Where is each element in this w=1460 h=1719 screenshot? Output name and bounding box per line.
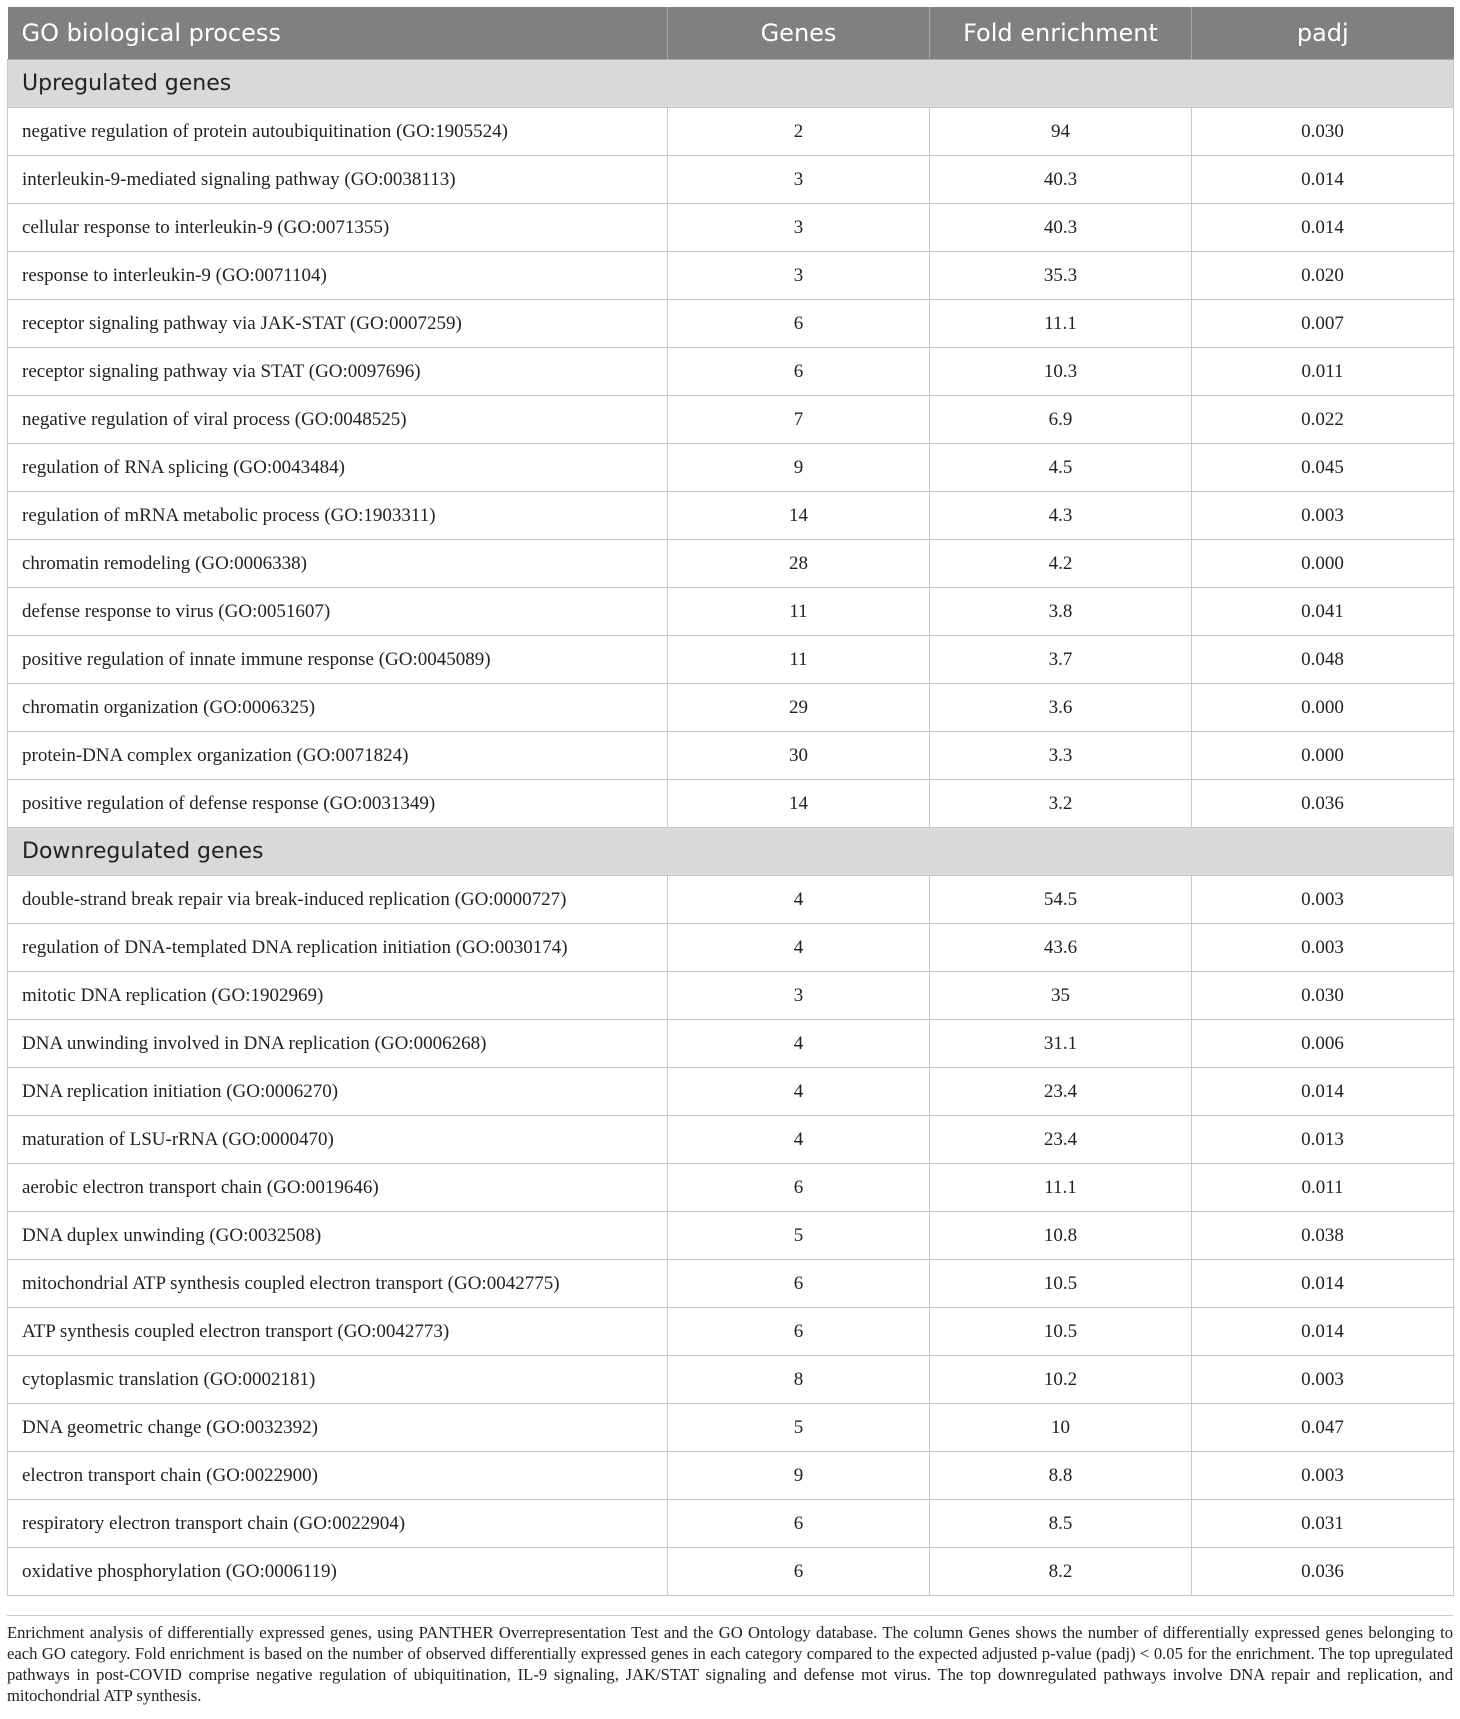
cell-go-process: cytoplasmic translation (GO:0002181) (8, 1356, 668, 1404)
table-row (8, 540, 1454, 588)
cell-fold-enrichment: 54.5 (930, 876, 1192, 924)
cell-padj: 0.003 (1192, 1356, 1454, 1404)
cell-padj: 0.013 (1192, 1116, 1454, 1164)
cell-genes: 6 (668, 1548, 930, 1596)
cell-padj: 0.003 (1192, 1452, 1454, 1500)
cell-go-process: DNA duplex unwinding (GO:0032508) (8, 1212, 668, 1260)
header-fold-enrichment: Fold enrichment (930, 7, 1192, 60)
cell-go-process: DNA geometric change (GO:0032392) (8, 1404, 668, 1452)
cell-padj: 0.022 (1192, 396, 1454, 444)
cell-genes: 8 (668, 1356, 930, 1404)
table-row (8, 1020, 1454, 1068)
cell-go-process: double-strand break repair via break-induced replication (GO:0000727) (8, 876, 668, 924)
cell-genes: 11 (668, 588, 930, 636)
cell-genes: 6 (668, 1164, 930, 1212)
cell-padj: 0.036 (1192, 1548, 1454, 1596)
cell-go-process: DNA replication initiation (GO:0006270) (8, 1068, 668, 1116)
table-row (8, 156, 1454, 204)
cell-go-process: mitotic DNA replication (GO:1902969) (8, 972, 668, 1020)
cell-go-process: mitochondrial ATP synthesis coupled electron transport (GO:0042775) (8, 1260, 668, 1308)
cell-fold-enrichment: 10 (930, 1404, 1192, 1452)
table-row (8, 780, 1454, 828)
cell-fold-enrichment: 10.5 (930, 1260, 1192, 1308)
table-row (8, 1452, 1454, 1500)
cell-go-process: respiratory electron transport chain (GO:0022904) (8, 1500, 668, 1548)
cell-go-process: oxidative phosphorylation (GO:0006119) (8, 1548, 668, 1596)
section-header-row (8, 60, 1454, 108)
cell-go-process: receptor signaling pathway via STAT (GO:0097696) (8, 348, 668, 396)
table-row (8, 1260, 1454, 1308)
cell-go-process: defense response to virus (GO:0051607) (8, 588, 668, 636)
table-row (8, 1116, 1454, 1164)
cell-genes: 6 (668, 1308, 930, 1356)
cell-fold-enrichment: 35.3 (930, 252, 1192, 300)
cell-fold-enrichment: 8.8 (930, 1452, 1192, 1500)
cell-padj: 0.041 (1192, 588, 1454, 636)
cell-padj: 0.038 (1192, 1212, 1454, 1260)
cell-go-process: negative regulation of protein autoubiquitination (GO:1905524) (8, 108, 668, 156)
table-row (8, 1356, 1454, 1404)
cell-genes: 11 (668, 636, 930, 684)
cell-genes: 5 (668, 1212, 930, 1260)
cell-go-process: positive regulation of innate immune response (GO:0045089) (8, 636, 668, 684)
table-footnote: Enrichment analysis of differentially expressed genes, using PANTHER Overrepresentation Test and the GO Ontology database. The column Genes shows the number of differentially expressed genes belonging to each GO category. Fold enrichment is based on the number of observed differentially expressed genes in each category compared to the expected adjusted p-value (padj) < 0.05 for the enrichment. The top upregulated pathways in post-COVID comprise negative regulation of ubiquitination, IL-9 signaling, JAK/STAT signaling and defense mot virus. The top downregulated pathways involve DNA repair and replication, and mitochondrial ATP synthesis. (7, 1615, 1453, 1706)
cell-genes: 6 (668, 300, 930, 348)
cell-fold-enrichment: 94 (930, 108, 1192, 156)
cell-go-process: ATP synthesis coupled electron transport (GO:0042773) (8, 1308, 668, 1356)
cell-genes: 5 (668, 1404, 930, 1452)
cell-fold-enrichment: 23.4 (930, 1116, 1192, 1164)
table-row (8, 876, 1454, 924)
cell-padj: 0.000 (1192, 732, 1454, 780)
cell-padj: 0.030 (1192, 108, 1454, 156)
header-row (8, 7, 1454, 60)
cell-genes: 2 (668, 108, 930, 156)
cell-padj: 0.007 (1192, 300, 1454, 348)
cell-padj: 0.014 (1192, 1068, 1454, 1116)
cell-padj: 0.000 (1192, 540, 1454, 588)
section-title: Downregulated genes (8, 828, 1454, 876)
cell-padj: 0.030 (1192, 972, 1454, 1020)
table-row (8, 396, 1454, 444)
cell-genes: 3 (668, 972, 930, 1020)
cell-padj: 0.003 (1192, 924, 1454, 972)
table-row (8, 492, 1454, 540)
cell-genes: 3 (668, 252, 930, 300)
table-row (8, 588, 1454, 636)
cell-fold-enrichment: 11.1 (930, 300, 1192, 348)
table-row (8, 924, 1454, 972)
cell-fold-enrichment: 40.3 (930, 156, 1192, 204)
table-header (8, 7, 1454, 60)
cell-padj: 0.003 (1192, 492, 1454, 540)
cell-fold-enrichment: 3.3 (930, 732, 1192, 780)
cell-go-process: chromatin remodeling (GO:0006338) (8, 540, 668, 588)
cell-go-process: positive regulation of defense response (GO:0031349) (8, 780, 668, 828)
table-row (8, 1212, 1454, 1260)
cell-fold-enrichment: 40.3 (930, 204, 1192, 252)
cell-go-process: response to interleukin-9 (GO:0071104) (8, 252, 668, 300)
table-row (8, 732, 1454, 780)
cell-genes: 6 (668, 348, 930, 396)
table-row (8, 1164, 1454, 1212)
cell-go-process: regulation of RNA splicing (GO:0043484) (8, 444, 668, 492)
cell-go-process: receptor signaling pathway via JAK-STAT (GO:0007259) (8, 300, 668, 348)
cell-genes: 9 (668, 444, 930, 492)
cell-padj: 0.006 (1192, 1020, 1454, 1068)
table-row (8, 1308, 1454, 1356)
table-row (8, 1500, 1454, 1548)
cell-fold-enrichment: 11.1 (930, 1164, 1192, 1212)
cell-genes: 6 (668, 1500, 930, 1548)
table-row (8, 444, 1454, 492)
cell-genes: 30 (668, 732, 930, 780)
table-row (8, 684, 1454, 732)
cell-fold-enrichment: 4.3 (930, 492, 1192, 540)
cell-go-process: DNA unwinding involved in DNA replication (GO:0006268) (8, 1020, 668, 1068)
go-enrichment-table-container (7, 7, 1453, 1596)
cell-genes: 28 (668, 540, 930, 588)
cell-genes: 7 (668, 396, 930, 444)
cell-genes: 29 (668, 684, 930, 732)
cell-padj: 0.011 (1192, 1164, 1454, 1212)
table-row (8, 636, 1454, 684)
cell-padj: 0.048 (1192, 636, 1454, 684)
cell-genes: 4 (668, 1116, 930, 1164)
cell-fold-enrichment: 8.2 (930, 1548, 1192, 1596)
cell-go-process: negative regulation of viral process (GO:0048525) (8, 396, 668, 444)
cell-fold-enrichment: 10.8 (930, 1212, 1192, 1260)
cell-padj: 0.014 (1192, 1260, 1454, 1308)
cell-go-process: electron transport chain (GO:0022900) (8, 1452, 668, 1500)
cell-genes: 4 (668, 876, 930, 924)
cell-fold-enrichment: 23.4 (930, 1068, 1192, 1116)
header-padj: padj (1192, 7, 1454, 60)
cell-fold-enrichment: 3.2 (930, 780, 1192, 828)
cell-fold-enrichment: 4.5 (930, 444, 1192, 492)
cell-padj: 0.014 (1192, 1308, 1454, 1356)
table-row (8, 252, 1454, 300)
cell-fold-enrichment: 3.8 (930, 588, 1192, 636)
cell-genes: 3 (668, 204, 930, 252)
cell-go-process: interleukin-9-mediated signaling pathway (GO:0038113) (8, 156, 668, 204)
cell-padj: 0.011 (1192, 348, 1454, 396)
cell-genes: 14 (668, 780, 930, 828)
cell-padj: 0.020 (1192, 252, 1454, 300)
cell-go-process: maturation of LSU-rRNA (GO:0000470) (8, 1116, 668, 1164)
cell-genes: 4 (668, 1020, 930, 1068)
cell-go-process: chromatin organization (GO:0006325) (8, 684, 668, 732)
section-title: Upregulated genes (8, 60, 1454, 108)
cell-fold-enrichment: 10.5 (930, 1308, 1192, 1356)
go-enrichment-table (7, 7, 1454, 1596)
table-row (8, 1548, 1454, 1596)
cell-genes: 4 (668, 1068, 930, 1116)
cell-fold-enrichment: 43.6 (930, 924, 1192, 972)
table-row (8, 300, 1454, 348)
header-genes: Genes (668, 7, 930, 60)
cell-fold-enrichment: 35 (930, 972, 1192, 1020)
cell-padj: 0.047 (1192, 1404, 1454, 1452)
cell-genes: 3 (668, 156, 930, 204)
section-header-row (8, 828, 1454, 876)
cell-padj: 0.003 (1192, 876, 1454, 924)
header-go-process: GO biological process (8, 7, 668, 60)
cell-go-process: protein-DNA complex organization (GO:0071824) (8, 732, 668, 780)
table-row (8, 972, 1454, 1020)
cell-fold-enrichment: 10.3 (930, 348, 1192, 396)
cell-fold-enrichment: 3.7 (930, 636, 1192, 684)
cell-fold-enrichment: 4.2 (930, 540, 1192, 588)
cell-genes: 9 (668, 1452, 930, 1500)
cell-fold-enrichment: 8.5 (930, 1500, 1192, 1548)
cell-genes: 4 (668, 924, 930, 972)
cell-padj: 0.031 (1192, 1500, 1454, 1548)
cell-padj: 0.014 (1192, 204, 1454, 252)
table-row (8, 108, 1454, 156)
cell-genes: 14 (668, 492, 930, 540)
cell-go-process: regulation of DNA-templated DNA replication initiation (GO:0030174) (8, 924, 668, 972)
table-row (8, 1068, 1454, 1116)
cell-go-process: regulation of mRNA metabolic process (GO:1903311) (8, 492, 668, 540)
cell-padj: 0.014 (1192, 156, 1454, 204)
table-row (8, 1404, 1454, 1452)
cell-padj: 0.045 (1192, 444, 1454, 492)
cell-fold-enrichment: 10.2 (930, 1356, 1192, 1404)
table-row (8, 204, 1454, 252)
cell-fold-enrichment: 3.6 (930, 684, 1192, 732)
cell-padj: 0.000 (1192, 684, 1454, 732)
cell-fold-enrichment: 31.1 (930, 1020, 1192, 1068)
cell-go-process: aerobic electron transport chain (GO:0019646) (8, 1164, 668, 1212)
cell-fold-enrichment: 6.9 (930, 396, 1192, 444)
cell-go-process: cellular response to interleukin-9 (GO:0071355) (8, 204, 668, 252)
table-row (8, 348, 1454, 396)
cell-genes: 6 (668, 1260, 930, 1308)
table-body (8, 60, 1454, 1596)
cell-padj: 0.036 (1192, 780, 1454, 828)
